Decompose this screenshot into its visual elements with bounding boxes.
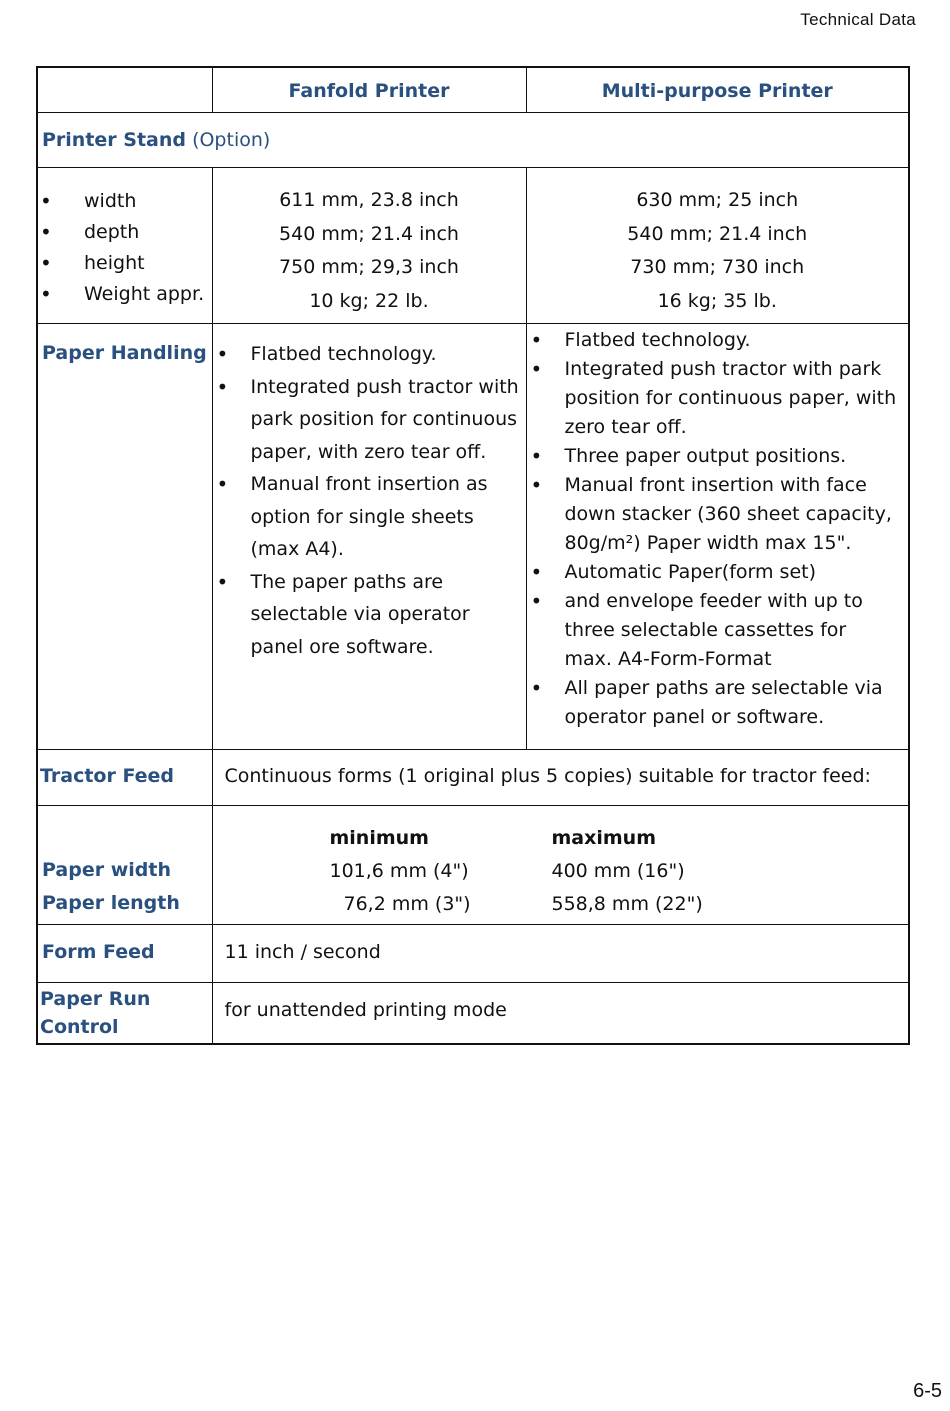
multipurpose-depth: 540 mm; 21.4 inch (627, 222, 808, 245)
list-item: • and envelope feeder with up to three selectable cassettes for max. A4-Form-Format (527, 587, 909, 674)
min-length-value: 76,2 mm (3") (343, 893, 471, 915)
tractor-feed-text: Tractor Feed (40, 765, 175, 787)
minimum-column (330, 822, 471, 921)
list-item: • Three paper output positions. (527, 442, 909, 471)
maximum-column (552, 822, 703, 921)
fanfold-weight: 10 kg; 22 lb. (309, 289, 429, 312)
tractor-feed-label (37, 750, 212, 806)
max-length-value: 558,8 mm (22") (551, 893, 703, 915)
paper-size-row (37, 806, 909, 925)
paper-handling-label (37, 324, 212, 750)
multipurpose-width: 630 mm; 25 inch (636, 189, 799, 211)
list-item: • Integrated push tractor with park position for continuous paper, with zero tear off. (213, 371, 526, 469)
fanfold-width: 611 mm, 23.8 inch (279, 189, 459, 211)
section-header: Technical Data (800, 10, 916, 29)
list-item: • Flatbed technology. (527, 326, 909, 355)
printer-stand-heading (37, 113, 909, 168)
form-feed-value: 11 inch / second (212, 925, 909, 983)
printer-stand-suffix: (Option) (192, 129, 271, 151)
paper-size-values (212, 806, 909, 925)
list-item: • Flatbed technology. (213, 338, 526, 371)
list-item: • All paper paths are selectable via operator panel or software. (527, 674, 909, 732)
stand-dimension-labels (37, 168, 212, 324)
paper-width-label: Paper width (42, 859, 171, 881)
paper-handling-multipurpose (526, 324, 909, 750)
paper-handling-row (37, 324, 909, 750)
list-item: • Manual front insertion with face down stacker (360 sheet capacity, 80g/m²) Paper width max 15". (527, 471, 909, 558)
stand-dimensions-row (37, 168, 909, 324)
list-item: • Manual front insertion as option for single sheets (max A4). (213, 468, 526, 566)
printer-stand-row (37, 113, 909, 168)
form-feed-label (37, 925, 212, 983)
paper-run-control-row (37, 983, 909, 1045)
list-item: • Automatic Paper(form set) (527, 558, 909, 587)
col-header-multipurpose: Multi-purpose Printer (526, 67, 909, 113)
paper-run-line2: Control (40, 1016, 119, 1038)
form-feed-text: Form Feed (42, 941, 155, 963)
paper-run-line1: Paper Run (40, 988, 151, 1010)
list-item: • Integrated push tractor with park position for continuous paper, with zero tear off. (527, 355, 909, 442)
multipurpose-height: 730 mm; 730 inch (630, 256, 805, 278)
tractor-feed-description: Continuous forms (1 original plus 5 copies) suitable for tractor feed: (212, 750, 909, 806)
maximum-header: maximum (551, 827, 657, 849)
fanfold-depth: 540 mm; 21.4 inch (279, 222, 459, 245)
dim-weight: • Weight appr. (38, 279, 212, 310)
printer-stand-title: Printer Stand (42, 129, 187, 151)
multipurpose-weight: 16 kg; 35 lb. (657, 289, 777, 312)
dim-depth: • depth (38, 217, 212, 248)
spec-table (36, 66, 910, 1045)
dim-height: • height (38, 248, 212, 279)
col-header-fanfold: Fanfold Printer (212, 67, 526, 113)
column-header-row (37, 67, 909, 113)
paper-handling-text: Paper Handling (42, 342, 207, 364)
list-item: • The paper paths are selectable via operator panel ore software. (213, 566, 526, 664)
tractor-feed-row (37, 750, 909, 806)
paper-size-labels (37, 806, 212, 925)
corner-cell (37, 67, 212, 113)
max-width-value: 400 mm (16") (551, 860, 685, 882)
min-width-value: 101,6 mm (4") (329, 860, 469, 882)
fanfold-height: 750 mm; 29,3 inch (279, 256, 459, 278)
dim-width: • width (38, 186, 212, 217)
paper-length-label: Paper length (42, 892, 180, 914)
paper-run-control-value: for unattended printing mode (212, 983, 909, 1045)
form-feed-row (37, 925, 909, 983)
paper-handling-fanfold (212, 324, 526, 750)
stand-multipurpose-values (526, 168, 909, 324)
page-number: 6-5 (913, 1380, 942, 1402)
stand-fanfold-values (212, 168, 526, 324)
minimum-header: minimum (329, 827, 429, 849)
paper-run-control-label (37, 983, 212, 1045)
